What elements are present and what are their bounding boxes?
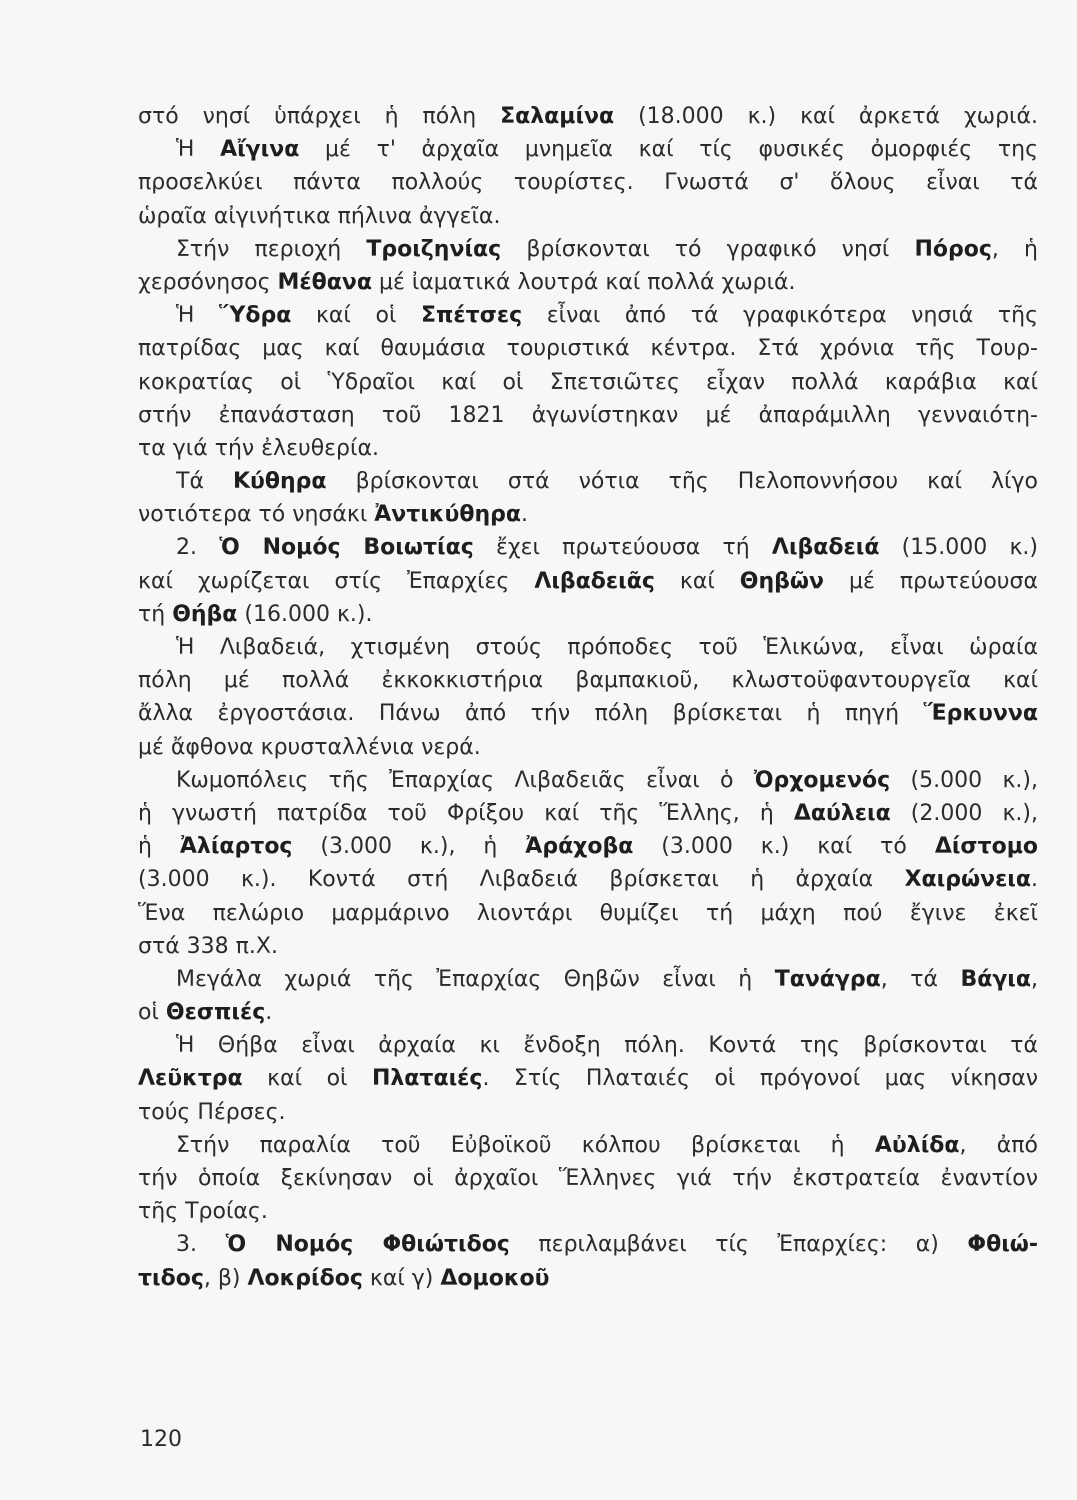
text-line — [138, 664, 1038, 697]
bold-term: Δομοκοῦ — [440, 1265, 550, 1291]
bold-term: Ἀλίαρτος — [179, 834, 293, 860]
text-line — [138, 166, 1038, 199]
text-line — [138, 963, 1038, 996]
text-run: προσελκύει πάντα πολλούς τουρίστες. Γνωστά σ' ὅλους εἶναι τά — [138, 170, 1038, 196]
text-run: νοτιότερα τό νησάκι — [138, 502, 375, 528]
text-line — [138, 1096, 1038, 1129]
text-run: (3.000 κ.), ἡ — [292, 834, 526, 860]
bold-term: τιδος — [138, 1265, 204, 1291]
text-run: Ἡ — [176, 303, 219, 329]
page-text — [138, 100, 1038, 1295]
text-line — [138, 697, 1038, 730]
text-run: . — [265, 1000, 273, 1026]
text-line — [138, 1129, 1038, 1162]
text-run: , — [1031, 966, 1038, 992]
text-run: καί χωρίζεται στίς Ἐπαρχίες — [138, 568, 535, 594]
text-run: , β) — [203, 1265, 248, 1291]
text-line — [138, 531, 1038, 564]
bold-term: Ἀράχοβα — [525, 834, 634, 860]
text-line — [138, 366, 1038, 399]
text-run: Στήν παραλία τοῦ Εὐβοϊκοῦ κόλπου βρίσκεται ἡ — [176, 1132, 875, 1158]
text-run: (16.000 κ.). — [237, 601, 373, 627]
bold-term: Χαιρώνεια — [904, 867, 1031, 893]
text-line — [138, 465, 1038, 498]
text-run: τῆς Τροίας. — [138, 1199, 268, 1225]
text-line — [138, 1062, 1038, 1095]
text-run: μέ τ' ἀρχαῖα μνημεῖα καί τίς φυσικές ὀμορφιές της — [299, 137, 1038, 163]
text-run: καί οἱ — [291, 303, 421, 329]
text-run: , ἀπό — [959, 1132, 1038, 1158]
bold-term: Βάγια — [960, 966, 1031, 992]
text-line — [138, 565, 1038, 598]
text-line — [138, 863, 1038, 896]
text-line — [138, 1262, 1038, 1295]
bold-term: Πόρος — [914, 236, 992, 262]
bold-term: Ἕρκυννα — [923, 701, 1038, 727]
text-line — [138, 1029, 1038, 1062]
text-line — [138, 731, 1038, 764]
text-line — [138, 200, 1038, 233]
text-run: (15.000 κ.) — [879, 535, 1038, 561]
text-run: τούς Πέρσες. — [138, 1099, 286, 1125]
text-line — [138, 1162, 1038, 1195]
text-line — [138, 930, 1038, 963]
text-line — [138, 233, 1038, 266]
bold-term: Αἴγινα — [220, 137, 300, 163]
text-line — [138, 100, 1038, 133]
text-line — [138, 996, 1038, 1029]
text-line — [138, 432, 1038, 465]
text-run: ἡ γνωστή πατρίδα τοῦ Φρίξου καί τῆς Ἕλλης, ἡ — [138, 800, 794, 826]
bold-term: Θηβῶν — [739, 568, 824, 594]
text-run: στά 338 π.Χ. — [138, 933, 278, 959]
text-run: τή — [138, 601, 173, 627]
bold-term: Ὕδρα — [219, 303, 292, 329]
text-run: 3. — [176, 1232, 226, 1258]
text-run: , ἡ — [991, 236, 1038, 262]
bold-term: Αὐλίδα — [874, 1132, 960, 1158]
bold-term: Τροιζηνίας — [366, 236, 502, 262]
text-run: στήν ἐπανάσταση τοῦ 1821 ἀγωνίστηκαν μέ ἀπαράμιλλη γενναιότη- — [138, 402, 1038, 428]
text-run: πόλη μέ πολλά ἐκκοκκιστήρια βαμπακιοῦ, κλωστοϋφαντουργεῖα καί — [138, 668, 1038, 694]
bold-term: Λεῦκτρα — [138, 1066, 243, 1092]
bold-term: Δαύλεια — [793, 800, 891, 826]
text-run: ἡ — [138, 834, 180, 860]
bold-term: Λιβαδειά — [771, 535, 880, 561]
text-run: Ἡ — [176, 137, 221, 163]
text-run: 2. — [176, 535, 220, 561]
text-line — [138, 332, 1038, 365]
text-run: περιλαμβάνει τίς Ἐπαρχίες: α) — [509, 1232, 968, 1258]
bold-term: Θήβα — [172, 601, 238, 627]
text-run: τα γιά τήν ἐλευθερία. — [138, 435, 379, 461]
bold-term: Τανάγρα — [774, 966, 881, 992]
text-run: ὡραῖα αἰγινήτικα πήλινα ἀγγεῖα. — [138, 203, 501, 229]
text-run: Ἡ Θήβα εἶναι ἀρχαία κι ἔνδοξη πόλη. Κοντά της βρίσκονται τά — [176, 1033, 1038, 1059]
text-run: καί οἱ — [242, 1066, 372, 1092]
text-line — [138, 1195, 1038, 1228]
text-line — [138, 797, 1038, 830]
text-line — [138, 133, 1038, 166]
bold-term: Θεσπιές — [165, 1000, 266, 1026]
text-run: . — [521, 502, 529, 528]
text-run: Στήν περιοχή — [176, 236, 367, 262]
text-run: μέ ἰαματικά λουτρά καί πολλά χωριά. — [371, 269, 796, 295]
text-line — [138, 266, 1038, 299]
bold-term: Φθιώ- — [967, 1232, 1039, 1258]
text-line — [138, 399, 1038, 432]
text-run: καί γ) — [362, 1265, 441, 1291]
text-line — [138, 764, 1038, 797]
bold-term: Ὁ Νομός Φθιώτιδος — [225, 1232, 510, 1258]
text-run: βρίσκονται στά νότια τῆς Πελοποννήσου καί λίγο — [326, 469, 1038, 495]
text-run: Ἕνα πελώριο μαρμάρινο λιοντάρι θυμίζει τή μάχη πού ἔγινε ἐκεῖ — [138, 900, 1038, 926]
text-line — [138, 830, 1038, 863]
text-run: (3.000 κ.). Κοντά στή Λιβαδειά βρίσκεται ἡ ἀρχαία — [138, 867, 905, 893]
text-run: πατρίδας μας καί θαυμάσια τουριστικά κέντρα. Στά χρόνια τῆς Τουρ- — [138, 336, 1038, 362]
text-run: Μεγάλα χωριά τῆς Ἐπαρχίας Θηβῶν εἶναι ἡ — [176, 966, 775, 992]
text-line — [138, 1228, 1038, 1261]
text-run: κοκρατίας οἱ Ὑδραῖοι καί οἱ Σπετσιῶτες εἶχαν πολλά καράβια καί — [138, 369, 1038, 395]
text-line — [138, 897, 1038, 930]
text-line — [138, 498, 1038, 531]
text-run: Κωμοπόλεις τῆς Ἐπαρχίας Λιβαδειᾶς εἶναι ὁ — [176, 767, 754, 793]
page-number: 120 — [140, 1427, 182, 1452]
text-run: εἶναι ἀπό τά γραφικότερα νησιά τῆς — [522, 303, 1039, 329]
bold-term: Σαλαμίνα — [500, 104, 615, 129]
text-run: (18.000 κ.) καί ἀρκετά χωριά. — [614, 104, 1038, 129]
text-line — [138, 631, 1038, 664]
text-run: οἱ — [138, 1000, 166, 1026]
bold-term: Δίστομο — [934, 834, 1039, 860]
text-run: . Στίς Πλαταιές οἱ πρόγονοί μας νίκησαν — [482, 1066, 1038, 1092]
bold-term: Σπέτσες — [421, 303, 523, 329]
text-run: βρίσκονται τό γραφικό νησί — [501, 236, 915, 262]
text-run: τήν ὁποία ξεκίνησαν οἱ ἀρχαῖοι Ἕλληνες γιά τήν ἐκστρατεία ἐναντίον — [138, 1166, 1038, 1191]
text-run: (5.000 κ.), — [890, 767, 1038, 793]
text-run: ἄλλα ἐργοστάσια. Πάνω ἀπό τήν πόλη βρίσκεται ἡ πηγή — [138, 701, 924, 727]
text-run: μέ ἄφθονα κρυσταλλένια νερά. — [138, 734, 481, 760]
text-run: (2.000 κ.), — [890, 800, 1038, 826]
text-run: καί — [654, 568, 740, 594]
text-run: μέ πρωτεύουσα — [823, 568, 1038, 594]
bold-term: Πλαταιές — [371, 1066, 483, 1092]
bold-term: Ὀρχομενός — [753, 767, 891, 793]
bold-term: Ὁ Νομός Βοιωτίας — [219, 535, 474, 561]
text-run: χερσόνησος — [138, 269, 278, 295]
bold-term: Λιβαδειᾶς — [534, 568, 655, 594]
text-run: (3.000 κ.) καί τό — [633, 834, 935, 860]
text-line — [138, 299, 1038, 332]
bold-term: Λοκρίδος — [247, 1265, 363, 1291]
bold-term: Μέθανα — [277, 269, 372, 295]
bold-term: Ἀντικύθηρα — [374, 502, 522, 528]
text-run: Ἡ Λιβαδειά, χτισμένη στούς πρόποδες τοῦ Ἑλικώνα, εἶναι ὡραία — [176, 635, 1038, 660]
text-run: , τά — [880, 966, 961, 992]
text-line — [138, 598, 1038, 631]
text-run: . — [1031, 867, 1038, 893]
text-run: στό νησί ὑπάρχει ἡ πόλη — [138, 104, 501, 129]
text-run: ἔχει πρωτεύουσα τή — [473, 535, 772, 561]
text-run: Τά — [176, 469, 233, 495]
bold-term: Κύθηρα — [232, 469, 327, 495]
